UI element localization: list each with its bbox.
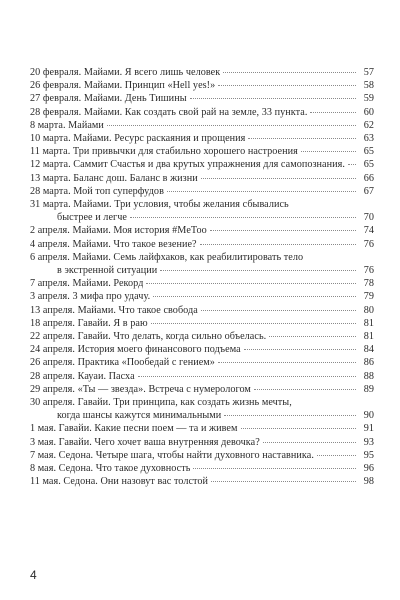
- toc-entry-page: 79: [363, 291, 374, 303]
- toc-entry-line: [30, 172, 374, 185]
- dot-leader: [224, 415, 356, 416]
- toc-entry-page: 58: [363, 80, 374, 92]
- toc-entry-line: [30, 396, 374, 409]
- toc-entry-title: в экстренной ситуации: [57, 265, 158, 277]
- toc-entry-line: [30, 92, 374, 105]
- toc-entry: [30, 224, 374, 237]
- toc-entry: [30, 475, 374, 488]
- toc-entry-title: 3 апреля. 3 мифа про удачу.: [30, 291, 151, 303]
- toc-entry-title: 12 марта. Саммит Счастья и два крутых упражнения для самопознания.: [30, 159, 345, 171]
- toc-entry-line: [30, 185, 374, 198]
- toc-entry-title: 26 февраля. Майами. Принцип «Hell yes!»: [30, 80, 216, 92]
- toc-entry-line: [30, 264, 374, 277]
- dot-leader: [107, 125, 356, 126]
- toc-entry: [30, 396, 374, 422]
- toc-entry-page: 57: [363, 67, 374, 78]
- toc-entry: [30, 158, 374, 171]
- toc-entry: [30, 317, 374, 330]
- toc-entry-title: 10 марта. Майами. Ресурс раскаяния и прощения: [30, 133, 246, 145]
- toc-entry-page: 65: [363, 159, 374, 171]
- dot-leader: [218, 362, 356, 363]
- toc-entry-title: 22 апреля. Гавайи. Что делать, когда сильно объелась.: [30, 331, 267, 343]
- table-of-contents: [30, 66, 374, 489]
- toc-entry-title: 13 апреля. Майами. Что такое свобода: [30, 304, 198, 316]
- toc-entry: [30, 92, 374, 105]
- toc-entry-page: 86: [363, 357, 374, 369]
- toc-entry: [30, 145, 374, 158]
- toc-entry-title: 7 мая. Седона. Четыре шага, чтобы найти духовного наставника.: [30, 449, 314, 461]
- toc-entry-page: 74: [363, 225, 374, 237]
- dot-leader: [151, 323, 356, 324]
- toc-entry: [30, 370, 374, 383]
- toc-entry-title: 2 апреля. Майами. Моя история #MeToo: [30, 225, 207, 237]
- toc-entry: [30, 119, 374, 132]
- toc-entry-title: 11 мая. Седона. Они назовут вас толстой: [30, 476, 209, 488]
- toc-entry-line: [30, 198, 374, 211]
- dot-leader: [201, 178, 356, 179]
- toc-entry-page: 76: [363, 238, 374, 250]
- toc-entry-page: 95: [363, 449, 374, 461]
- toc-entry: [30, 185, 374, 198]
- dot-leader: [190, 98, 356, 99]
- toc-entry-title: 29 апреля. «Ты — звезда». Встреча с нумерологом: [30, 383, 251, 395]
- toc-entry: [30, 132, 374, 145]
- toc-entry-line: [30, 66, 374, 79]
- toc-entry: [30, 462, 374, 475]
- toc-entry-line: [30, 422, 374, 435]
- toc-entry-page: 89: [363, 383, 374, 395]
- dot-leader: [146, 283, 356, 284]
- toc-entry: [30, 436, 374, 449]
- toc-entry-title: 8 мая. Седона. Что такое духовность: [30, 463, 191, 475]
- toc-entry-title: 28 марта. Мой топ суперфудов: [30, 185, 164, 197]
- toc-entry: [30, 330, 374, 343]
- toc-entry-page: 96: [363, 463, 374, 475]
- toc-entry-line: [30, 462, 374, 475]
- toc-entry-title: 6 апреля. Майами. Семь лайфхаков, как реабилитировать тело: [30, 251, 304, 263]
- toc-entry-page: 67: [363, 185, 374, 197]
- toc-entry: [30, 79, 374, 92]
- toc-entry-line: [30, 119, 374, 132]
- toc-entry-title: быстрее и легче: [57, 212, 127, 224]
- toc-entry-page: 81: [363, 317, 374, 329]
- dot-leader: [200, 244, 356, 245]
- toc-entry-line: [30, 238, 374, 251]
- toc-entry-line: [30, 436, 374, 449]
- toc-entry-page: 98: [363, 476, 374, 488]
- dot-leader: [244, 349, 356, 350]
- toc-entry-page: 65: [363, 146, 374, 158]
- toc-entry-line: [30, 79, 374, 92]
- dot-leader: [160, 270, 356, 271]
- toc-entry-title: 8 марта. Майами: [30, 119, 104, 131]
- toc-entry-title: 7 апреля. Майами. Рекорд: [30, 278, 144, 290]
- toc-entry-line: [30, 356, 374, 369]
- toc-entry-line: [30, 304, 374, 317]
- toc-entry-page: 78: [363, 278, 374, 290]
- toc-entry-title: 26 апреля. Практика «Пообедай с гением»: [30, 357, 215, 369]
- toc-entry: [30, 304, 374, 317]
- dot-leader: [254, 389, 356, 390]
- dot-leader: [218, 85, 356, 86]
- toc-entry-title: 28 апреля. Кауаи. Пасха: [30, 370, 135, 382]
- toc-entry-line: [30, 106, 374, 119]
- toc-entry: [30, 449, 374, 462]
- toc-entry-page: 81: [363, 331, 374, 343]
- dot-leader: [223, 72, 356, 73]
- dot-leader: [348, 164, 356, 165]
- dot-leader: [263, 442, 356, 443]
- page-number: 4: [30, 568, 37, 582]
- toc-entry: [30, 277, 374, 290]
- toc-entry-line: [30, 290, 374, 303]
- toc-entry-page: 93: [363, 436, 374, 448]
- toc-entry-page: 59: [363, 93, 374, 105]
- toc-entry-title: 27 февраля. Майами. День Тишины: [30, 93, 187, 105]
- dot-leader: [269, 336, 356, 337]
- toc-entry: [30, 172, 374, 185]
- toc-entry: [30, 66, 374, 79]
- toc-entry-page: 84: [363, 344, 374, 356]
- toc-entry: [30, 290, 374, 303]
- toc-entry-page: 60: [363, 106, 374, 118]
- toc-entry-line: [30, 475, 374, 488]
- toc-entry: [30, 383, 374, 396]
- toc-entry: [30, 238, 374, 251]
- toc-entry-title: 11 марта. Три привычки для стабильно хорошего настроения: [30, 146, 298, 158]
- dot-leader: [201, 310, 356, 311]
- dot-leader: [130, 217, 356, 218]
- toc-entry-page: 62: [363, 119, 374, 131]
- dot-leader: [310, 112, 356, 113]
- toc-entry-title: 13 марта. Баланс дош. Баланс в жизни: [30, 172, 198, 184]
- dot-leader: [211, 481, 356, 482]
- toc-entry-title: 31 марта. Майами. Три условия, чтобы желания сбывались: [30, 199, 289, 211]
- toc-entry-title: 30 апреля. Гавайи. Три принципа, как создать жизнь мечты,: [30, 397, 292, 409]
- toc-entry-line: [30, 132, 374, 145]
- toc-entry-title: 28 февраля. Майами. Как создать свой рай на земле, 33 пункта.: [30, 106, 308, 118]
- toc-entry-page: 63: [363, 133, 374, 145]
- toc-entry-title: 4 апреля. Майами. Что такое везение?: [30, 238, 197, 250]
- toc-entry-page: 91: [363, 423, 374, 435]
- toc-entry-line: [30, 330, 374, 343]
- dot-leader: [210, 230, 356, 231]
- toc-entry: [30, 343, 374, 356]
- dot-leader: [167, 191, 356, 192]
- toc-entry-line: [30, 158, 374, 171]
- toc-entry-page: 80: [363, 304, 374, 316]
- toc-entry-title: когда шансы кажутся минимальными: [57, 410, 222, 422]
- dot-leader: [248, 138, 356, 139]
- toc-entry: [30, 251, 374, 277]
- toc-entry-line: [30, 370, 374, 383]
- toc-entry: [30, 356, 374, 369]
- toc-entry-title: 24 апреля. История моего финансового подъема: [30, 344, 241, 356]
- toc-entry-line: [30, 383, 374, 396]
- dot-leader: [193, 468, 356, 469]
- dot-leader: [241, 428, 357, 429]
- toc-entry-title: 1 мая. Гавайи. Какие песни поем — та и живем: [30, 423, 238, 435]
- dot-leader: [138, 376, 356, 377]
- toc-entry-page: 70: [363, 212, 374, 224]
- toc-entry: [30, 198, 374, 224]
- toc-entry: [30, 422, 374, 435]
- toc-entry-page: 76: [363, 265, 374, 277]
- toc-entry-title: 18 апреля. Гавайи. Я в раю: [30, 317, 148, 329]
- toc-entry-line: [30, 145, 374, 158]
- toc-entry-line: [30, 251, 374, 264]
- dot-leader: [301, 151, 356, 152]
- toc-entry-line: [30, 224, 374, 237]
- toc-entry-title: 3 мая. Гавайи. Чего хочет ваша внутренняя девочка?: [30, 436, 260, 448]
- toc-entry-line: [30, 343, 374, 356]
- toc-entry-page: 66: [363, 172, 374, 184]
- toc-entry-line: [30, 317, 374, 330]
- toc-entry-page: 88: [363, 370, 374, 382]
- toc-entry-line: [30, 277, 374, 290]
- toc-entry-page: 90: [363, 410, 374, 422]
- toc-entry-line: [30, 409, 374, 422]
- toc-entry: [30, 106, 374, 119]
- toc-entry-title: 20 февраля. Майами. Я всего лишь человек: [30, 67, 221, 78]
- toc-entry-line: [30, 211, 374, 224]
- dot-leader: [153, 296, 356, 297]
- dot-leader: [317, 455, 356, 456]
- toc-entry-line: [30, 449, 374, 462]
